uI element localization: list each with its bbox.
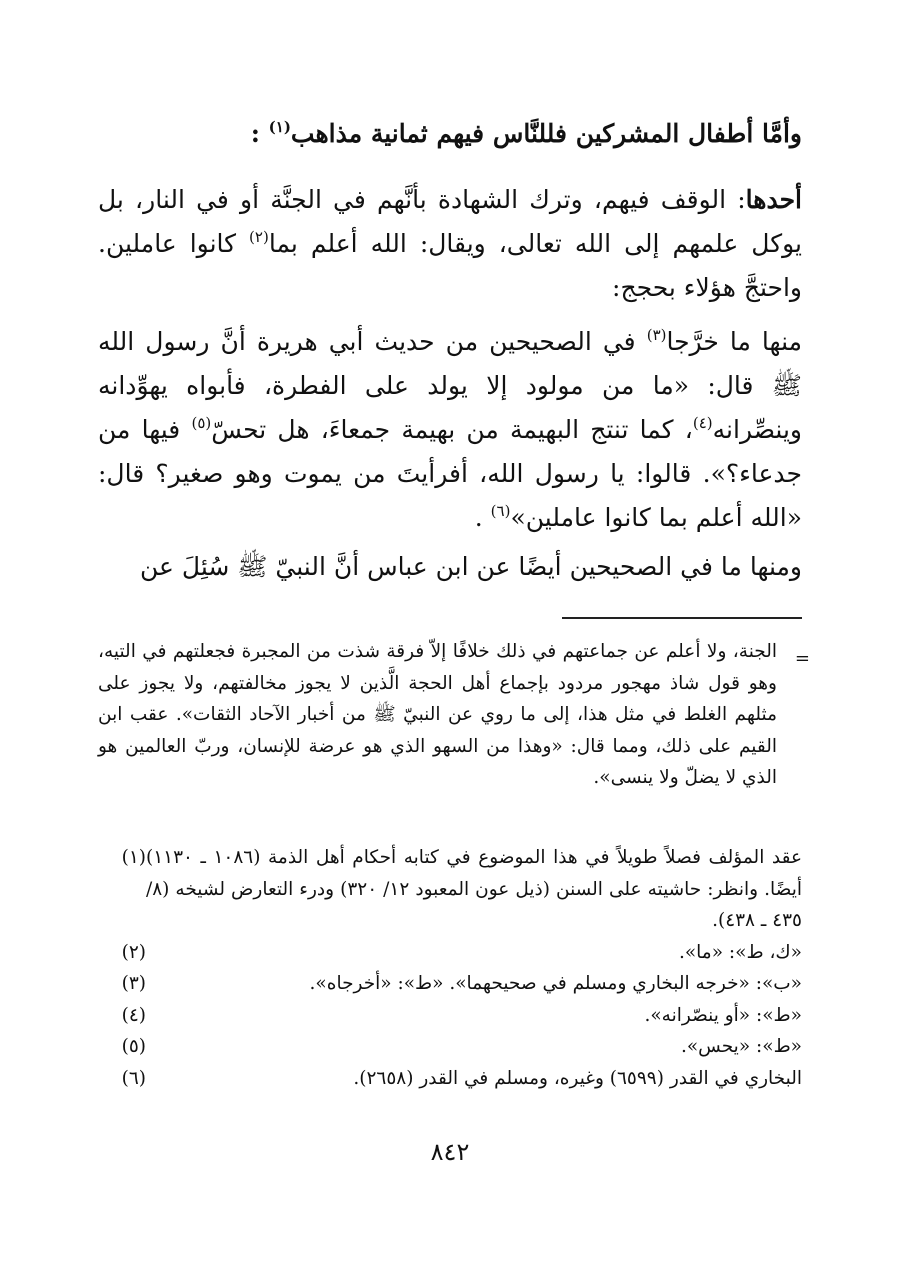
footnote-number: (٤): [121, 1004, 146, 1026]
paragraph-part4: فيها من جدعاء؟». قالوا: يا رسول الله، أفرأيتَ من يموت وهو صغير؟ قال: «الله أعلم بما كانوا عاملين»: [98, 415, 802, 532]
footnote-item: [98, 842, 802, 937]
footnote-text: «ب»: «خرجه البخاري ومسلم في صحيحهما». «ط»: «أخرجاه».: [309, 973, 802, 994]
paragraph-hadith: [98, 320, 802, 540]
footnote-number: (٢): [121, 941, 146, 963]
page-number: ٨٤٢: [430, 1138, 470, 1166]
paragraph-text: ومنها ما في الصحيحين أيضًا عن ابن عباس أنَّ النبيّ ﷺ سُئِلَ عن: [140, 552, 802, 581]
footnote-text: «ط»: «أو ينصّرانه».: [644, 1004, 802, 1026]
paragraph-first-view: [98, 178, 802, 310]
footnote-ref-4[interactable]: (٤): [692, 414, 713, 432]
footnote-number: (٥): [121, 1036, 146, 1057]
heading-colon: :: [250, 119, 260, 148]
paragraph-text: : الوقف فيهم، وترك الشهادة بأنَّهم في الجنَّة أو في النار، بل يوكل علمهم إلى الله تعالى، ويقال: الله أعلم بما: [98, 185, 802, 258]
footnote-ref-2[interactable]: (٢): [249, 228, 269, 246]
paragraph-part3: ، كما تنتج البهيمة من بهيمة جمعاءَ، هل تحسّ: [211, 415, 693, 444]
paragraph-end: .: [474, 503, 483, 532]
footnote-item: [98, 937, 802, 969]
footnote-text: عقد المؤلف فصلاً طويلاً في هذا الموضوع في كتابه أحكام أهل الذمة (١٠٨٦ ـ ١١٣٠) أيضًا. وانظر: حاشيته على السنن (ذيل عون المعبود ١٢/ ٣٢٠) ودرء التعارض لشيخه (٨/ ٤٣٥ ـ ٤٣٨).: [146, 847, 802, 931]
footnote-item: [98, 968, 802, 1000]
footnote-item: [98, 1063, 802, 1095]
section-heading: [98, 112, 802, 156]
paragraph-lead: أحدها: [745, 185, 802, 214]
footnote-item: [98, 1031, 802, 1063]
footnote-divider: [562, 617, 802, 619]
footnote-ref-3[interactable]: (٣): [646, 326, 667, 344]
footnote-text: «ط»: «يحس».: [680, 1036, 802, 1057]
footnote-number: (١): [121, 847, 146, 868]
footnote-number: (٦): [121, 1067, 146, 1089]
paragraph-part2: في الصحيحين من حديث أبي هريرة أنَّ رسول الله ﷺ قال: «ما من مولود إلا يولد على الفطرة، فأبواه يهوِّدانه وينصِّرانه: [98, 327, 802, 444]
heading-text: وأمَّا أطفال المشركين فللنَّاس فيهم ثمانية مذاهب: [290, 119, 802, 148]
continuation-marker: =: [794, 648, 810, 669]
footnote-text: البخاري في القدر (٦٥٩٩) وغيره، ومسلم في القدر (٢٦٥٨).: [353, 1067, 802, 1089]
paragraph-text-rest: كانوا عاملين. واحتجَّ هؤلاء بحجج:: [98, 229, 802, 302]
footnote-ref-1[interactable]: (١): [268, 118, 291, 136]
paragraph-ibn-abbas: [98, 545, 802, 589]
footnote-list: [98, 842, 802, 1094]
footnote-item: [98, 1000, 802, 1032]
paragraph-part1: منها ما خرَّجا: [666, 327, 803, 356]
footnote-ref-5[interactable]: (٥): [191, 414, 212, 432]
footnote-ref-6[interactable]: (٦): [490, 502, 511, 520]
footnote-continuation: الجنة، ولا أعلم عن جماعتهم في ذلك خلافًا إلاّ فرقة شذت من المجبرة فجعلتهم في التيه، وهو قول شاذ مهجور مردود بإجماع أهل الحجة الَّذين لا يجوز مخالفتهم، ولا يجوز على مثلهم الغلط في مثل هذا، إلى ما روي عن النبيّ ﷺ من أخبار الآحاد الثقات». عقب ابن القيم على ذلك، ومما قال: «وهذا من السهو الذي هو عرضة للإنسان، وربّ العالمين هو الذي لا يضلّ ولا ينسى».: [98, 641, 777, 788]
footnote-text: «ك، ط»: «ما».: [678, 941, 802, 963]
footnote-number: (٣): [121, 973, 146, 994]
